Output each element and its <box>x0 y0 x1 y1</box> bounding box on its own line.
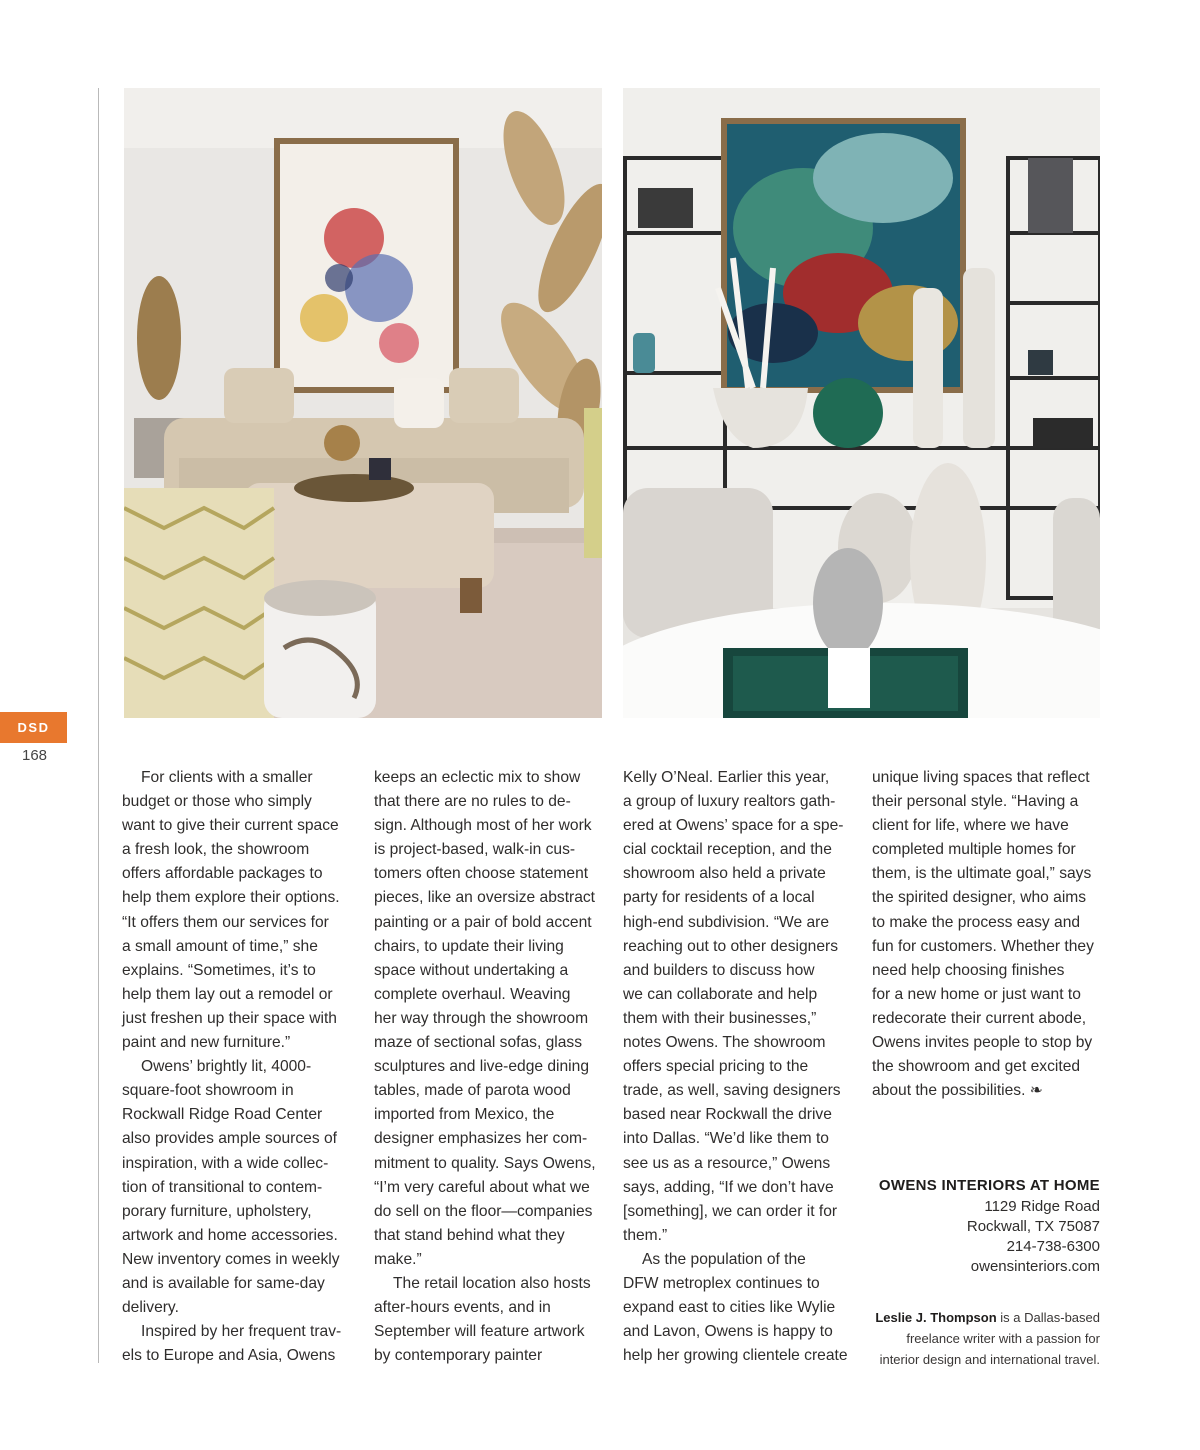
article-paragraph <box>122 1320 358 1368</box>
article-line: [something], we can order it for <box>623 1202 838 1220</box>
article-line: help them lay out a remodel or <box>122 985 333 1003</box>
article-line: “It offers them our services for <box>122 913 329 931</box>
business-phone: 214-738-6300 <box>1006 1238 1100 1255</box>
article-line: complete overhaul. Weaving <box>374 985 571 1003</box>
article-line: that stand behind what they <box>374 1226 565 1244</box>
article-line: designer emphasizes her com- <box>374 1130 588 1148</box>
article-line: after-hours events, and in <box>374 1299 551 1317</box>
article-line: them.” <box>623 1226 668 1244</box>
article-paragraph <box>122 1055 358 1320</box>
article-line: want to give their current space <box>122 817 339 835</box>
showroom-shelves-photo <box>623 88 1100 718</box>
author-bio-line-1: is a Dallas-based <box>996 1310 1100 1325</box>
article-paragraph <box>374 1272 610 1368</box>
article-line: a small amount of time,” she <box>122 937 318 955</box>
article-line: budget or those who simply <box>122 793 312 811</box>
article-line: unique living spaces that reflect <box>872 769 1090 786</box>
article-line: trade, as well, saving designers <box>623 1082 841 1100</box>
page-number: 168 <box>22 747 48 764</box>
article-line: imported from Mexico, the <box>374 1106 555 1124</box>
article-line: see us as a resource,” Owens <box>623 1154 831 1172</box>
author-bio-line-2: freelance writer with a passion for <box>906 1331 1100 1346</box>
article-paragraph <box>122 766 358 1055</box>
article-line: is project-based, walk-in cus- <box>374 841 576 859</box>
article-line: help her growing clientele create <box>623 1347 848 1365</box>
business-info <box>879 1176 1100 1277</box>
article-line: her way through the showroom <box>374 1009 589 1027</box>
article-line: delivery. <box>122 1299 179 1317</box>
margin-rule <box>98 88 99 1363</box>
article-column-1 <box>122 766 358 1368</box>
article-line: maze of sectional sofas, glass <box>374 1034 583 1052</box>
article-line: client for life, where we have <box>872 817 1069 835</box>
section-tab: DSD <box>0 712 67 743</box>
article-column-4 <box>872 766 1108 1103</box>
article-line: their personal style. “Having a <box>872 793 1079 811</box>
article-line: do sell on the floor—companies <box>374 1202 593 1220</box>
article-line: sculptures and live-edge dining <box>374 1058 589 1076</box>
article-line: high-end subdivision. “We are <box>623 913 830 931</box>
article-line: the spirited designer, who aims <box>872 889 1087 907</box>
article-line: them with their businesses,” <box>623 1009 817 1027</box>
article-line: the showroom and get excited <box>872 1058 1081 1076</box>
article-line: Rockwall Ridge Road Center <box>122 1106 323 1124</box>
article-line: For clients with a smaller <box>141 769 313 786</box>
article-line: chairs, to update their living <box>374 937 564 955</box>
article-line: New inventory comes in weekly <box>122 1250 340 1268</box>
article-line: DFW metroplex continues to <box>623 1274 820 1292</box>
article-line: Inspired by her frequent trav- <box>141 1323 342 1341</box>
article-line: expand east to cities like Wylie <box>623 1299 836 1317</box>
article-line: As the population of the <box>642 1250 806 1268</box>
article-line: by contemporary painter <box>374 1347 543 1365</box>
living-room-photo <box>124 88 602 718</box>
article-line: a fresh look, the showroom <box>122 841 310 859</box>
article-line: tion of transitional to contem- <box>122 1178 323 1196</box>
article-line: explains. “Sometimes, it’s to <box>122 961 316 979</box>
article-line: need help choosing finishes <box>872 961 1065 979</box>
article-line: mitment to quality. Says Owens, <box>374 1154 596 1172</box>
article-line: says, adding, “If we don’t have <box>623 1178 834 1196</box>
business-city: Rockwall, TX 75087 <box>966 1218 1100 1235</box>
article-line: we can collaborate and help <box>623 985 818 1003</box>
article-line: The retail location also hosts <box>393 1274 591 1292</box>
article-paragraph <box>374 766 610 1272</box>
article-line: also provides ample sources of <box>122 1130 337 1148</box>
article-line: “I’m very careful about what we <box>374 1178 590 1196</box>
author-bio <box>860 1307 1100 1370</box>
article-line: Owens’ brightly lit, 4000- <box>141 1058 312 1076</box>
article-line: showroom also held a private <box>623 865 826 883</box>
article-line: square-foot showroom in <box>122 1082 294 1100</box>
article-line: paint and new furniture.” <box>122 1034 291 1052</box>
author-name: Leslie J. Thompson <box>875 1310 997 1325</box>
article-line: space without undertaking a <box>374 961 569 979</box>
article-line: based near Rockwall the drive <box>623 1106 832 1124</box>
article-paragraph <box>623 1248 859 1368</box>
article-line: notes Owens. The showroom <box>623 1034 826 1052</box>
article-line: tables, made of parota wood <box>374 1082 571 1100</box>
article-line: els to Europe and Asia, Owens <box>122 1347 336 1365</box>
article-line: Kelly O’Neal. Earlier this year, <box>623 769 830 786</box>
article-line: and builders to discuss how <box>623 961 815 979</box>
business-website: owensinteriors.com <box>970 1258 1100 1275</box>
article-line: artwork and home accessories. <box>122 1226 338 1244</box>
article-line: completed multiple homes for <box>872 841 1076 859</box>
article-line: offers affordable packages to <box>122 865 323 883</box>
author-bio-line-3: interior design and international travel. <box>879 1352 1100 1367</box>
article-line: and is available for same-day <box>122 1274 325 1292</box>
article-line: ered at Owens’ space for a spe- <box>623 817 844 835</box>
article-line: painting or a pair of bold accent <box>374 913 592 931</box>
article-line: about the possibilities. ❧ <box>872 1082 1043 1100</box>
article-line: redecorate their current abode, <box>872 1009 1087 1027</box>
article-line: help them explore their options. <box>122 889 340 907</box>
article-paragraph <box>872 766 1108 1103</box>
article-line: them, is the ultimate goal,” says <box>872 865 1092 883</box>
article-column-2 <box>374 766 610 1368</box>
article-line: for a new home or just want to <box>872 985 1081 1003</box>
article-line: into Dallas. “We’d like them to <box>623 1130 829 1148</box>
article-line: sign. Although most of her work <box>374 817 592 835</box>
article-line: Owens invites people to stop by <box>872 1034 1093 1052</box>
article-line: party for residents of a local <box>623 889 815 907</box>
article-column-3 <box>623 766 859 1368</box>
article-line: cial cocktail reception, and the <box>623 841 832 859</box>
article-line: and Lavon, Owens is happy to <box>623 1323 833 1341</box>
article-line: reaching out to other designers <box>623 937 838 955</box>
business-address: 1129 Ridge Road <box>984 1198 1100 1215</box>
article-paragraph <box>623 766 859 1248</box>
article-line: porary furniture, upholstery, <box>122 1202 312 1220</box>
article-line: inspiration, with a wide collec- <box>122 1154 329 1172</box>
article-line: pieces, like an oversize abstract <box>374 889 596 907</box>
article-line: tomers often choose statement <box>374 865 589 883</box>
article-line: that there are no rules to de- <box>374 793 571 811</box>
article-line: keeps an eclectic mix to show <box>374 769 581 786</box>
article-line: September will feature artwork <box>374 1323 585 1341</box>
article-line: to make the process easy and <box>872 913 1081 931</box>
business-name: OWENS INTERIORS AT HOME <box>878 1177 1100 1194</box>
article-line: make.” <box>374 1250 422 1268</box>
article-line: a group of luxury realtors gath- <box>623 793 836 811</box>
article-line: offers special pricing to the <box>623 1058 809 1076</box>
article-line: just freshen up their space with <box>122 1009 337 1027</box>
article-line: fun for customers. Whether they <box>872 937 1094 955</box>
